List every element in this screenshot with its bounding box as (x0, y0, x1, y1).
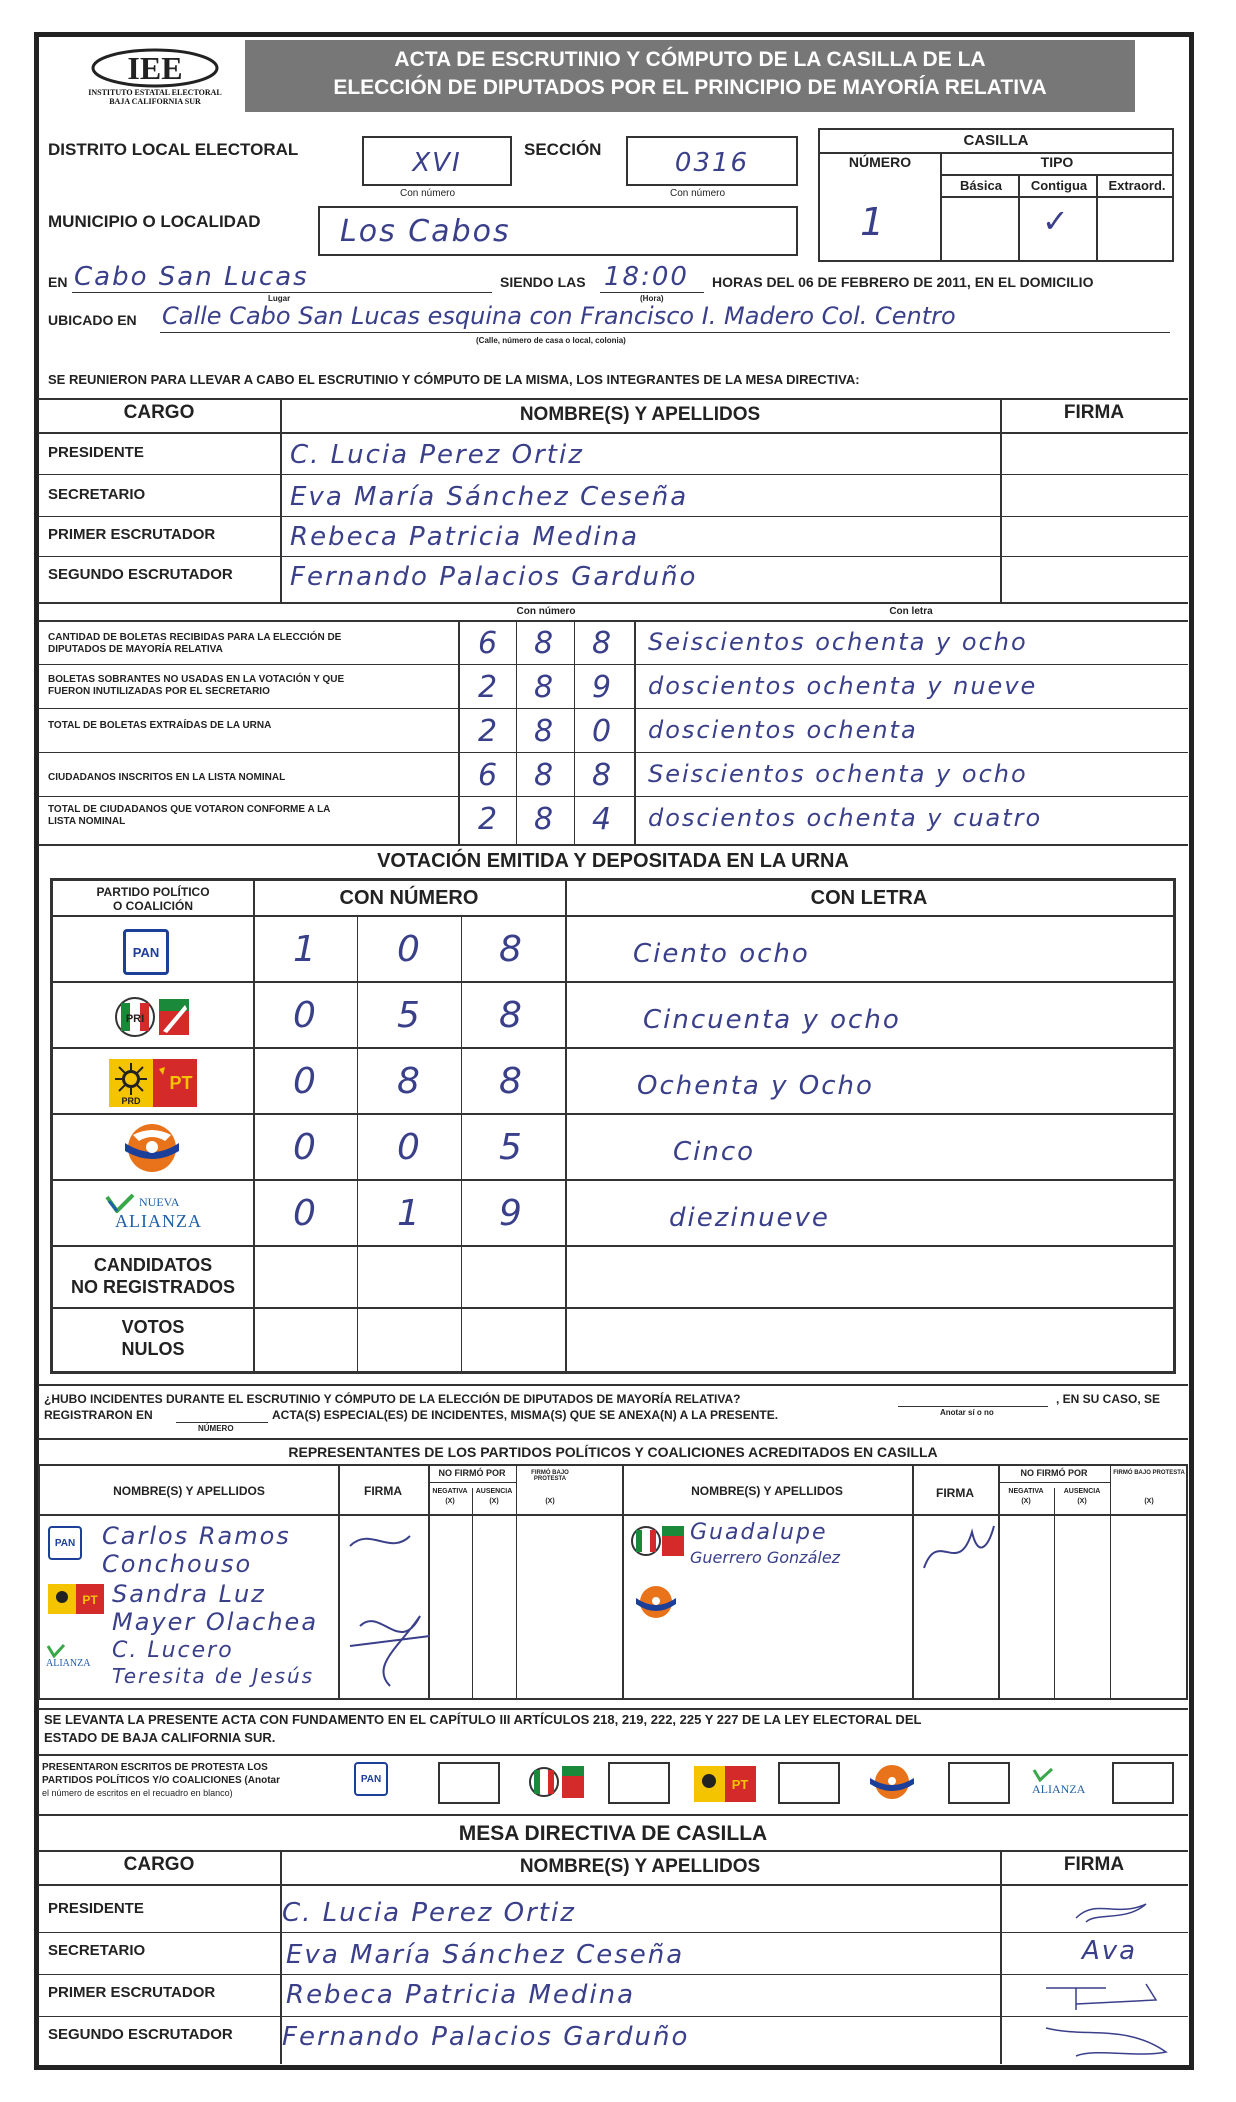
incidentes-l1: ¿HUBO INCIDENTES DURANTE EL ESCRUTINIO Y CÓMPUTO DE LA ELECCIÓN DE DIPUTADOS DE MAYORÍA RELATIVA? (44, 1392, 741, 1406)
mesa2-title: MESA DIRECTIVA DE CASILLA (458, 1822, 768, 1845)
mesa1-hdr-line (38, 432, 1188, 434)
rep-v4 (516, 1466, 517, 1698)
vot-r6 (53, 1307, 1173, 1309)
vot-digit: 5 (499, 1127, 524, 1168)
boletas-table (38, 602, 1188, 844)
vot-digit: 8 (397, 1061, 422, 1102)
vot-partido-l2: O COALICIÓN (113, 899, 193, 913)
no-reg-l1: CANDIDATOS (93, 1255, 213, 1275)
pri-icon (630, 1524, 686, 1558)
boletas-row-3 (38, 752, 1188, 796)
mesa1-cargo-1: SECRETARIO (48, 486, 146, 503)
rep-protesta-l: FIRMÓ BAJO PROTESTA (531, 1470, 569, 1482)
hora-value: 18:00 (604, 262, 689, 292)
incidentes-l2b: ACTA(S) ESPECIAL(ES) DE INCIDENTES, MISMA(S) QUE SE ANEXA(N) A LA PRESENTE. (272, 1408, 779, 1422)
casilla-check: ✓ (1042, 202, 1071, 240)
rep-v8 (1054, 1488, 1055, 1698)
rep-name-l2: Conchouso (102, 1550, 253, 1578)
mesa1-cargo-0: PRESIDENTE (48, 444, 144, 461)
vot-con-letra: CON LETRA (810, 887, 928, 909)
vot-digit: 8 (499, 995, 524, 1036)
mesa2-cargo-0: PRESIDENTE (48, 1900, 144, 1917)
vot-letra: Cincuenta y ocho (643, 1005, 901, 1035)
prd-pt-icon (48, 1584, 104, 1614)
vot-digit: 0 (397, 929, 422, 970)
mesa1-r3 (38, 556, 1188, 557)
casilla-divider (940, 152, 942, 262)
seccion-box (626, 136, 798, 186)
incidentes-numero: NÚMERO (198, 1424, 234, 1433)
boletas-label2: LISTA NOMINAL (48, 816, 126, 827)
rep-name-l2: Teresita de Jesús (112, 1664, 315, 1688)
iee-logo-icon (80, 44, 230, 88)
sep-6 (38, 1708, 1188, 1710)
sep-5 (38, 1438, 1188, 1440)
mesa1-cargo-3: SEGUNDO ESCRUTADOR (48, 566, 233, 583)
mesa2-nombres-header: NOMBRE(S) Y APELLIDOS (519, 1856, 761, 1877)
rep-name-r2: Guerrero González (690, 1548, 841, 1567)
mesa1-r2 (38, 516, 1188, 517)
casilla-div2 (1018, 176, 1020, 262)
vot-r5 (53, 1245, 1173, 1247)
rep-v6 (912, 1466, 914, 1698)
prd-pt-icon (109, 1059, 197, 1107)
mesa1-table (38, 398, 1188, 602)
vot-digit: 8 (499, 929, 524, 970)
rep-title: REPRESENTANTES DE LOS PARTIDOS POLÍTICOS Y COALICIONES ACREDITADOS EN CASILLA (288, 1444, 938, 1460)
rep-left-0 (46, 1520, 336, 1578)
boletas-label: CANTIDAD DE BOLETAS RECIBIDAS PARA LA ELECCIÓN DE (48, 632, 342, 643)
vot-digit: 9 (499, 1193, 524, 1234)
boletas-digit: 0 (592, 714, 614, 749)
prs-logo (121, 1121, 183, 1175)
pan-icon (48, 1526, 82, 1560)
protesta-pan (354, 1762, 388, 1796)
casilla-extraord: Extraord. (1108, 178, 1166, 193)
boletas-digit: 8 (534, 670, 556, 705)
mesa2-top (38, 1850, 1188, 1852)
casilla-tipo-label: TIPO (940, 154, 1174, 176)
pan-icon (123, 929, 169, 975)
mesa1-nombre-0: C. Lucia Perez Ortiz (290, 440, 584, 470)
sep-4 (38, 1384, 1188, 1386)
rep-v3 (472, 1488, 473, 1698)
boletas-letra: doscientos ochenta y cuatro (648, 804, 1043, 832)
pri-logo (113, 995, 193, 1039)
casilla-title: CASILLA (820, 130, 1172, 154)
rep-v5 (622, 1466, 624, 1698)
pan-text: PAN (132, 944, 160, 960)
distrito-box (362, 136, 512, 186)
lugar-caption: Lugar (268, 294, 291, 303)
vot-letra: Ochenta y Ocho (637, 1071, 874, 1101)
casilla-numero-label: NÚMERO (848, 154, 912, 170)
mesa2-cargo-header: CARGO (123, 1854, 195, 1875)
prd-pt-icon (694, 1766, 756, 1802)
rep-aus-x-r: (X) (1077, 1498, 1087, 1505)
rep-neg-r: NEGATIVA (1008, 1488, 1044, 1495)
boletas-digit: 8 (534, 714, 556, 749)
vot-partido-l1: PARTIDO POLÍTICO (96, 885, 210, 899)
mesa2-firma-header: FIRMA (1063, 1854, 1125, 1875)
nueva-alianza-small (46, 1644, 106, 1669)
pri-text: PRI (125, 1013, 145, 1025)
boletas-digit: 8 (534, 758, 556, 793)
rep-right-0 (628, 1520, 910, 1578)
rep-left-2 (46, 1638, 336, 1696)
vot-row-pan (53, 917, 1173, 981)
rep-nofirmo-l: NO FIRMÓ POR (438, 1468, 506, 1478)
rep-aus-r: AUSENCIA (1063, 1488, 1101, 1495)
boletas-label2: FUERON INUTILIZADAS POR EL SECRETARIO (48, 686, 270, 697)
nueva-text: NUEVA (139, 1195, 180, 1209)
mesa1-nombre-1: Eva María Sánchez Ceseña (290, 482, 689, 512)
votacion-title: VOTACIÓN EMITIDA Y DEPOSITADA EN LA URNA (377, 850, 849, 872)
sep-7 (38, 1754, 1188, 1756)
pan-logo (123, 929, 169, 975)
vot-digit: 0 (293, 1127, 318, 1168)
rep-signature-right (918, 1518, 998, 1578)
rep-protesta-x-r: (X) (1144, 1498, 1154, 1505)
rep-firma-r: FIRMA (936, 1486, 974, 1500)
protesta-nueva-alianza (1032, 1768, 1106, 1797)
distrito-caption: Con número (400, 188, 456, 199)
vot-digit: 1 (293, 929, 318, 970)
vot-letra: Cinco (673, 1137, 756, 1167)
boletas-row-1 (38, 664, 1188, 708)
casilla-numero-value: 1 (860, 200, 887, 244)
rep-name-l1: Carlos Ramos (102, 1522, 291, 1550)
horas-text: HORAS DEL 06 DE FEBRERO DE 2011, EN EL DOMICILIO (712, 274, 1094, 290)
vot-row-nueva-alianza (53, 1181, 1173, 1245)
rep-aus-x-l: (X) (489, 1498, 499, 1505)
mesa1-firma-header: FIRMA (1063, 402, 1125, 423)
mesa1-r1 (38, 474, 1188, 475)
rep-name-l2: Mayer Olachea (112, 1608, 319, 1636)
rep-table (38, 1464, 1188, 1700)
vot-con-numero: CON NÚMERO (339, 887, 479, 909)
rep-protesta-x-l: (X) (545, 1498, 555, 1505)
vot-row-prd-pt (53, 1049, 1173, 1113)
pan-icon (354, 1762, 388, 1796)
protesta-box-nueva-alianza[interactable] (1112, 1762, 1174, 1804)
pt-text: PT (82, 1593, 98, 1607)
boletas-digit: 8 (534, 626, 556, 661)
vot-digit: 0 (397, 1127, 422, 1168)
mesa1-nombres-header: NOMBRE(S) Y APELLIDOS (519, 404, 761, 425)
boletas-digit: 2 (478, 714, 500, 749)
boletas-row-0 (38, 620, 1188, 664)
domicilio-underline (160, 332, 1170, 333)
protesta-box-prd-pt[interactable] (778, 1762, 840, 1804)
domicilio-caption: (Calle, número de casa o local, colonia) (476, 336, 626, 345)
boletas-letra: Seiscientos ochenta y ocho (648, 760, 1028, 788)
sep-8 (38, 1814, 1188, 1816)
casilla-box (818, 128, 1174, 262)
boletas-digit: 8 (592, 626, 614, 661)
incidentes-l1b: , EN SU CASO, SE (1056, 1392, 1161, 1406)
municipio-value: Los Cabos (340, 214, 511, 249)
reunieron-text: SE REUNIERON PARA LLEVAR A CABO EL ESCRUTINIO Y CÓMPUTO DE LA MISMA, LOS INTEGRANTES DE LA MESA DIRECTIVA: (48, 372, 860, 387)
prd-text: PRD (121, 1096, 141, 1106)
rep-nombres-l: NOMBRE(S) Y APELLIDOS (113, 1484, 265, 1498)
rep-neg-l: NEGATIVA (432, 1488, 468, 1495)
institute-line2: BAJA CALIFORNIA SUR (109, 97, 201, 106)
rep-name-l1: C. Lucero (112, 1638, 234, 1663)
votacion-table (50, 878, 1176, 1374)
casilla-basica: Básica (960, 178, 1002, 193)
boletas-digit: 2 (478, 670, 500, 705)
hora-caption: (Hora) (640, 294, 664, 303)
hora-underline (600, 292, 704, 293)
protesta-box-prs[interactable] (948, 1762, 1010, 1804)
boletas-letra: doscientos ochenta y nueve (648, 672, 1038, 700)
boletas-digit: 6 (478, 626, 500, 661)
logo-text: IEE (127, 50, 183, 86)
rep-neg-x-r: (X) (1021, 1498, 1031, 1505)
vot-digit: 0 (293, 995, 318, 1036)
boletas-label: BOLETAS SOBRANTES NO USADAS EN LA VOTACIÓN Y QUE (48, 674, 345, 685)
sep-3 (38, 844, 1188, 846)
seccion-caption: Con número (670, 188, 726, 199)
municipio-box (318, 206, 798, 256)
rep-hdr (40, 1514, 1186, 1516)
rep-protesta-r: FIRMÓ BAJO PROTESTA (1113, 1470, 1185, 1476)
rep-name-r1: Guadalupe (690, 1520, 828, 1545)
lugar-underline (72, 292, 492, 293)
rep-nofirmo-line-r (998, 1482, 1110, 1483)
distrito-label: DISTRITO LOCAL ELECTORAL (48, 140, 299, 159)
vot-digit: 5 (397, 995, 422, 1036)
iee-logo (80, 44, 230, 114)
mesa2-v2 (1000, 1850, 1002, 2064)
vot-letra: Ciento ocho (633, 939, 810, 969)
boletas-letra: doscientos ochenta (648, 716, 918, 744)
rep-v9 (1110, 1466, 1111, 1698)
domicilio-value: Calle Cabo San Lucas esquina con Francisco I. Madero Col. Centro (162, 302, 956, 330)
alianza-text: ALIANZA (115, 1211, 202, 1231)
mesa1-cargo-header: CARGO (123, 402, 195, 423)
boletas-label: TOTAL DE BOLETAS EXTRAÍDAS DE LA URNA (48, 720, 272, 731)
title-line1: ACTA DE ESCRUTINIO Y CÓMPUTO DE LA CASILLA DE LA (394, 48, 986, 71)
no-reg-l2: NO REGISTRADOS (70, 1277, 235, 1297)
institute-line1: INSTITUTO ESTATAL ELECTORAL (88, 88, 222, 97)
pan-text: PAN (54, 1537, 76, 1549)
boletas-digit: 4 (592, 802, 614, 837)
protesta-l1: PRESENTARON ESCRITOS DE PROTESTA LOS (42, 1762, 268, 1773)
mesa1-cargo-2: PRIMER ESCRUTADOR (48, 526, 216, 543)
prs-icon (628, 1582, 684, 1622)
boletas-digit: 8 (592, 758, 614, 793)
alianza-text: ALIANZA (46, 1658, 91, 1669)
mesa2-nombre-1: Eva María Sánchez Ceseña (286, 1940, 685, 1970)
vot-row-prs (53, 1115, 1173, 1179)
vot-digit: 0 (293, 1193, 318, 1234)
rep-neg-x-l: (X) (445, 1498, 455, 1505)
mesa2-cargo-3: SEGUNDO ESCRUTADOR (48, 2026, 233, 2043)
incidentes-blank2 (176, 1422, 268, 1423)
pri-icon (113, 995, 193, 1039)
mesa2-r1 (38, 1932, 1188, 1933)
boletas-letra: Seiscientos ochenta y ocho (648, 628, 1028, 656)
mesa2-nombre-0: C. Lucia Perez Ortiz (282, 1898, 576, 1928)
nueva-alianza-icon (1032, 1768, 1054, 1782)
siendo-label: SIENDO LAS (500, 274, 586, 290)
fundamento-l2: ESTADO DE BAJA CALIFORNIA SUR. (44, 1730, 276, 1745)
municipio-label: MUNICIPIO O LOCALIDAD (48, 212, 261, 231)
title-line2: ELECCIÓN DE DIPUTADOS POR EL PRINCIPIO DE MAYORÍA RELATIVA (333, 76, 1047, 99)
boletas-label: TOTAL DE CIUDADANOS QUE VOTARON CONFORME A LA (48, 804, 331, 815)
seccion-label: SECCIÓN (524, 140, 602, 159)
firma-presidente (1006, 1888, 1186, 1928)
ubicado-label: UBICADO EN (48, 312, 137, 328)
distrito-value: XVI (412, 148, 462, 178)
nulos-l2: NULOS (121, 1339, 185, 1359)
pt-text: PT (169, 1073, 193, 1093)
title-banner (245, 40, 1135, 112)
mesa1-v1 (280, 398, 282, 602)
alianza-text: ALIANZA (1032, 1782, 1086, 1796)
lugar-value: Cabo San Lucas (74, 262, 309, 292)
mesa2-nombre-3: Fernando Palacios Garduño (282, 2022, 690, 2052)
mesa2-cargo-2: PRIMER ESCRUTADOR (48, 1984, 216, 2001)
fundamento-l1: SE LEVANTA LA PRESENTE ACTA CON FUNDAMENTO EN EL CAPÍTULO III ARTÍCULOS 218, 219, 222, 225 Y 227 DE LA LEY ELECTORAL DEL (44, 1712, 922, 1727)
nueva-alianza-icon (105, 1193, 135, 1213)
rep-aus-l: AUSENCIA (475, 1488, 513, 1495)
firma-segundo-escrutador (1006, 2018, 1186, 2062)
prs-icon (862, 1762, 922, 1802)
mesa1-nombre-3: Fernando Palacios Garduño (290, 562, 698, 592)
mesa1-nombre-2: Rebeca Patricia Medina (290, 522, 640, 552)
casilla-hline (940, 196, 1174, 198)
prs-icon (121, 1121, 183, 1175)
boletas-con-letra: Con letra (889, 606, 933, 617)
boletas-digit: 8 (534, 802, 556, 837)
protesta-box-pri[interactable] (608, 1762, 670, 1804)
incidentes-anotar: Anotar sí o no (940, 1408, 994, 1417)
rep-left-1 (46, 1580, 336, 1638)
vot-digit: 8 (499, 1061, 524, 1102)
boletas-con-numero: Con número (516, 606, 576, 617)
pt-text: PT (731, 1777, 749, 1792)
mesa2-nombre-2: Rebeca Patricia Medina (286, 1980, 636, 2010)
mesa2-table (38, 1850, 1188, 2064)
boletas-digit: 6 (478, 758, 500, 793)
incidentes-blank1 (898, 1406, 1048, 1407)
rep-signatures (340, 1516, 440, 1696)
mesa2-cargo-1: SECRETARIO (48, 1942, 146, 1959)
pri-icon (528, 1764, 586, 1800)
protesta-l2: PARTIDOS POLÍTICOS Y/O COALICIONES (Anotar (42, 1775, 280, 1786)
nueva-alianza-icon (46, 1644, 66, 1658)
seccion-value: 0316 (674, 148, 750, 178)
vot-digit: 1 (397, 1193, 422, 1234)
rep-right-1 (628, 1582, 910, 1640)
boletas-row-4 (38, 796, 1188, 840)
boletas-label2: DIPUTADOS DE MAYORÍA RELATIVA (48, 644, 223, 655)
protesta-box-pan[interactable] (438, 1762, 500, 1804)
vot-row-pri (53, 983, 1173, 1047)
rep-firma-l: FIRMA (364, 1484, 402, 1498)
vot-digit: 0 (293, 1061, 318, 1102)
casilla-div3 (1096, 176, 1098, 262)
firma-primer-escrutador (1006, 1974, 1186, 2018)
nulos-l1: VOTOS (121, 1317, 185, 1337)
pan-text: PAN (360, 1773, 382, 1785)
incidentes-l2a: REGISTRARON EN (44, 1408, 153, 1422)
boletas-digit: 2 (478, 802, 500, 837)
en-label: EN (48, 274, 68, 290)
mesa1-v2 (1000, 398, 1002, 602)
rep-nofirmo-r: NO FIRMÓ POR (1020, 1468, 1088, 1478)
firma-secretario: Ava (1082, 1936, 1138, 1966)
rep-name-l1: Sandra Luz (112, 1580, 266, 1608)
casilla-contigua: Contigua (1030, 178, 1088, 193)
boletas-row-2 (38, 708, 1188, 752)
boletas-digit: 9 (592, 670, 614, 705)
protesta-l3: el número de escritos en el recuadro en blanco) (42, 1788, 233, 1798)
rep-nombres-r: NOMBRE(S) Y APELLIDOS (691, 1484, 843, 1498)
rep-nofirmo-line-l (428, 1482, 516, 1483)
boletas-label: CIUDADANOS INSCRITOS EN LA LISTA NOMINAL (48, 772, 286, 783)
vot-letra: diezinueve (669, 1203, 830, 1233)
prd-pt-logo (109, 1059, 197, 1107)
mesa2-hdr-line (38, 1884, 1188, 1886)
